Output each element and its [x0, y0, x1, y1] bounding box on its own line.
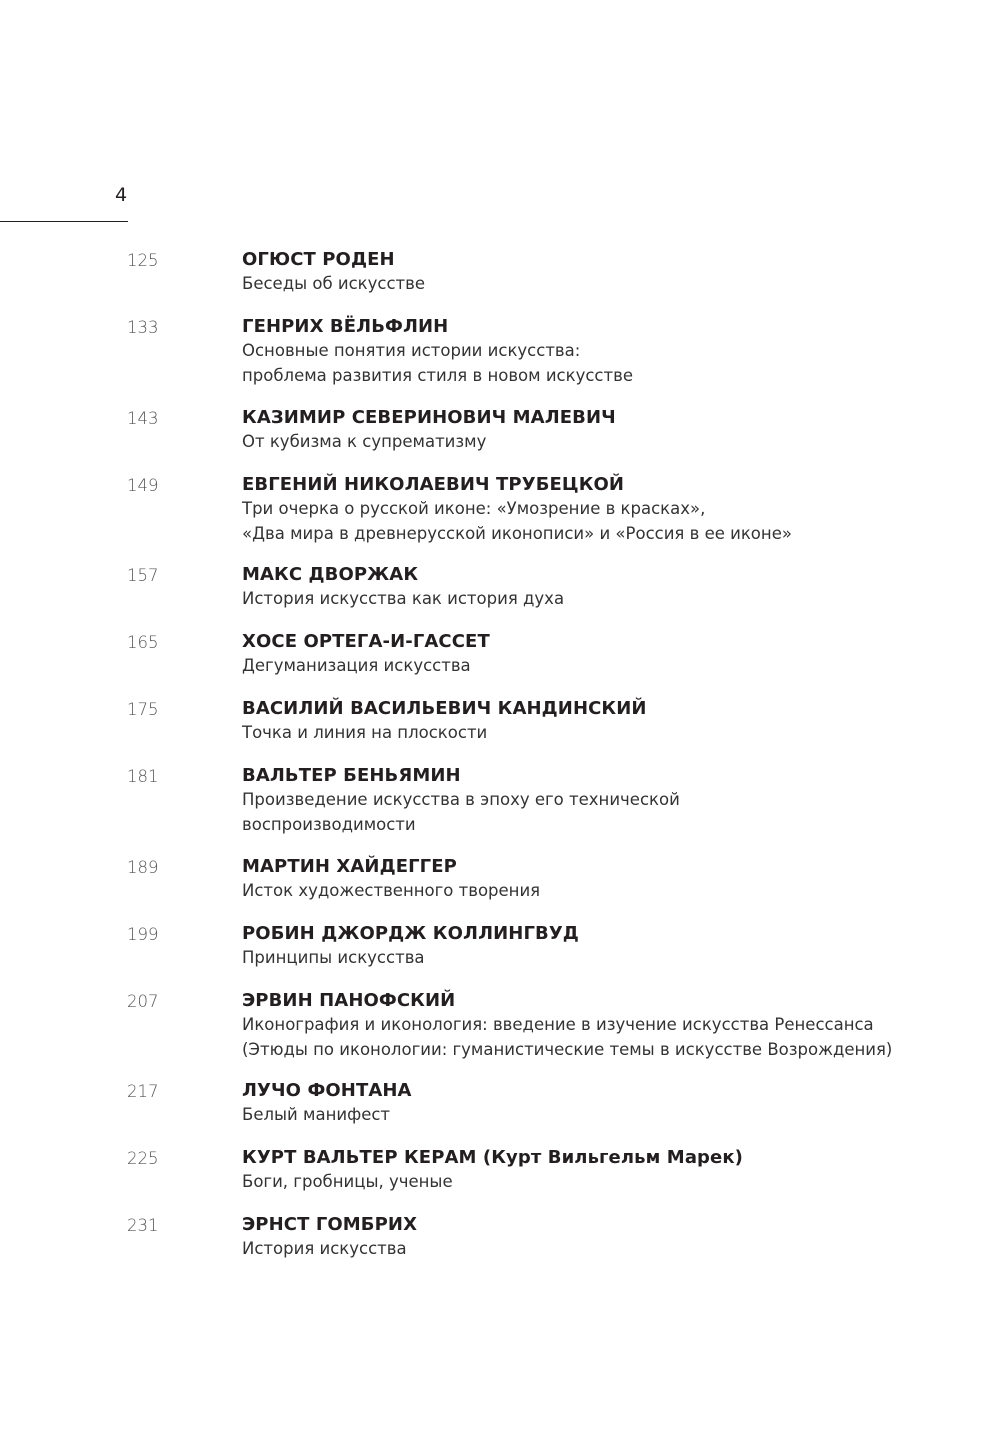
toc-entry-title-line: Принципы искусства	[242, 948, 425, 967]
toc-entry-body	[242, 248, 942, 297]
toc-entry-title-line: Точка и линия на плоскости	[242, 723, 488, 742]
toc-entry-title-line: От кубизма к супрематизму	[242, 432, 487, 451]
toc-entry-page: 189	[127, 858, 159, 877]
toc-entry-page: 143	[127, 409, 159, 428]
toc-entry-page: 125	[127, 251, 159, 270]
toc-entry-title-line: Произведение искусства в эпоху его технической	[242, 790, 680, 809]
toc-entry-author: ЛУЧО ФОНТАНА	[242, 1080, 412, 1101]
toc-entry-title-line: Иконография и иконология: введение в изучение искусства Ренессанса	[242, 1015, 874, 1034]
toc-entry-title-line: «Два мира в древнерусской иконописи» и «Россия в ее иконе»	[242, 523, 792, 543]
toc-entry-body	[242, 473, 942, 546]
toc-entry-body	[242, 1079, 942, 1128]
toc-entry-body	[242, 855, 942, 904]
toc-entry-author: КУРТ ВАЛЬТЕР КЕРАМ (Курт Вильгельм Марек)	[242, 1147, 743, 1168]
toc-entry-author: РОБИН ДЖОРДЖ КОЛЛИНГВУД	[242, 923, 579, 944]
toc-entry-body	[242, 1146, 942, 1195]
toc-entry-title-line: Белый манифест	[242, 1105, 391, 1124]
toc-entry-title-line: Основные понятия истории искусства:	[242, 341, 581, 360]
toc-entry-page: 207	[127, 992, 159, 1011]
toc-entry-title-line: воспроизводимости	[242, 814, 416, 834]
toc-entry-author: ВАЛЬТЕР БЕНЬЯМИН	[242, 765, 461, 786]
toc-entry-author: ЕВГЕНИЙ НИКОЛАЕВИЧ ТРУБЕЦКОЙ	[242, 474, 625, 495]
toc-entry-page: 133	[127, 318, 159, 337]
toc-entry-page: 217	[127, 1082, 159, 1101]
toc-entry-author: ВАСИЛИЙ ВАСИЛЬЕВИЧ КАНДИНСКИЙ	[242, 698, 647, 719]
toc-entry-title-line: История искусства	[242, 1239, 407, 1258]
toc-entry-author: ЭРНСТ ГОМБРИХ	[242, 1214, 418, 1235]
toc-entry-body	[242, 764, 942, 837]
toc-entry-author: ГЕНРИХ ВЁЛЬФЛИН	[242, 316, 449, 337]
toc-entry-author: ОГЮСТ РОДЕН	[242, 249, 395, 270]
toc-entry-page: 231	[127, 1216, 159, 1235]
toc-entry-title-line: История искусства как история духа	[242, 589, 565, 608]
toc-entry-page: 175	[127, 700, 159, 719]
toc-entry-title-line: проблема развития стиля в новом искусстве	[242, 365, 633, 385]
toc-entry-body	[242, 630, 942, 679]
toc-entry-body	[242, 922, 942, 971]
toc-entry-page: 157	[127, 566, 159, 585]
toc-entry-body	[242, 697, 942, 746]
toc-entry-title-line: Беседы об искусстве	[242, 274, 426, 293]
toc-entry-page: 149	[127, 476, 159, 495]
toc-entry-title-line: Исток художественного творения	[242, 881, 541, 900]
toc-entry-title-line: (Этюды по иконологии: гуманистические темы в искусстве Возрождения)	[242, 1039, 893, 1059]
toc-entry-page: 225	[127, 1149, 159, 1168]
toc-entry-body	[242, 406, 942, 455]
toc-entry-author: МАРТИН ХАЙДЕГГЕР	[242, 856, 457, 877]
toc-entry-page: 199	[127, 925, 159, 944]
toc-entry-author: МАКС ДВОРЖАК	[242, 564, 419, 585]
toc-entry-body	[242, 563, 942, 612]
toc-entry-page: 165	[127, 633, 159, 652]
toc-entry-body	[242, 989, 942, 1062]
toc-entry-title-line: Дегуманизация искусства	[242, 656, 471, 675]
page-number: 4	[115, 184, 128, 206]
toc-entry-author: ХОСЕ ОРТЕГА-И-ГАССЕТ	[242, 631, 490, 652]
toc-entry-author: ЭРВИН ПАНОФСКИЙ	[242, 990, 456, 1011]
toc-entry-author: КАЗИМИР СЕВЕРИНОВИЧ МАЛЕВИЧ	[242, 407, 616, 428]
toc-entry-title-line: Три очерка о русской иконе: «Умозрение в красках»,	[242, 499, 706, 518]
page-number-rule	[0, 221, 128, 222]
toc-entry-title-line: Боги, гробницы, ученые	[242, 1172, 453, 1191]
toc-entry-body	[242, 1213, 942, 1262]
toc-entry-body	[242, 315, 942, 388]
toc-entry-page: 181	[127, 767, 159, 786]
